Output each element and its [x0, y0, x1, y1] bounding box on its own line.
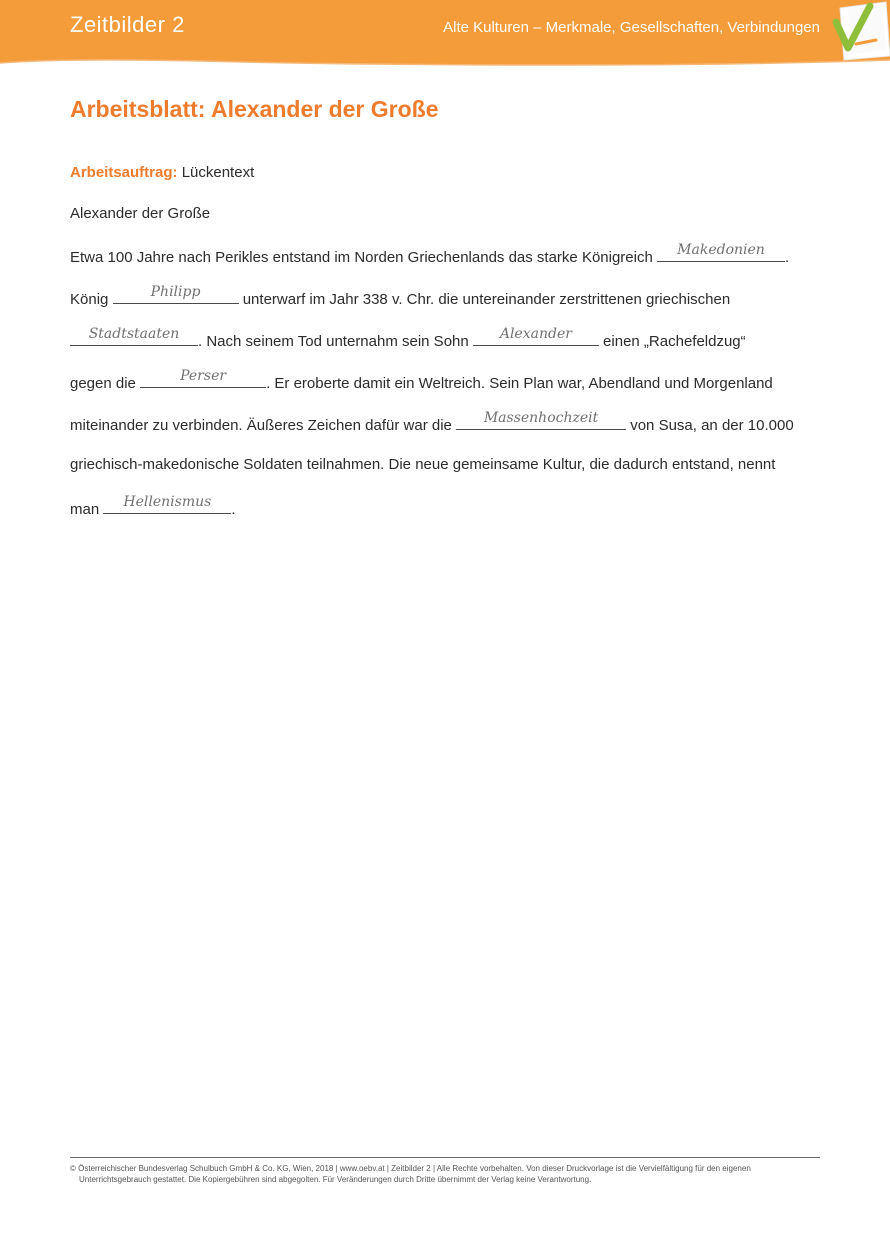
task-text: Lückentext — [181, 164, 255, 181]
text-fragment: miteinander zu verbinden. Äußeres Zeichen dafür war die — [70, 417, 457, 434]
text-fragment: einen „Rachefeldzug“ — [598, 333, 746, 350]
text-line-2 — [70, 284, 731, 310]
text-line-3 — [70, 326, 746, 352]
answer-blank-7[interactable] — [103, 494, 231, 514]
handwritten-answer: Massenhochzeit — [483, 410, 599, 426]
text-line-4 — [70, 368, 773, 394]
footer-divider — [70, 1157, 820, 1158]
handwritten-answer: Philipp — [150, 284, 201, 300]
answer-blank-2[interactable] — [113, 284, 239, 304]
text-fragment: . Nach seinem Tod unternahm sein Sohn — [198, 333, 473, 350]
handwritten-answer: Perser — [180, 368, 227, 384]
text-fragment: . — [231, 501, 236, 518]
text-fragment: . — [785, 249, 790, 266]
text-subheading: Alexander der Große — [70, 205, 211, 222]
text-line-7 — [70, 494, 236, 520]
checkmark-logo-icon — [826, 0, 890, 62]
handwritten-answer: Makedonien — [677, 242, 765, 258]
task-label: Arbeitsauftrag: — [70, 164, 178, 181]
header-wave-decoration — [0, 50, 890, 72]
handwritten-answer: Stadtstaaten — [88, 326, 180, 342]
answer-blank-3[interactable] — [70, 326, 198, 346]
text-fragment: man — [70, 501, 104, 518]
text-fragment: unterwarf im Jahr 338 v. Chr. die untereinander zerstrittenen griechischen — [238, 291, 731, 308]
text-line-1 — [70, 242, 790, 268]
answer-blank-4[interactable] — [473, 326, 599, 346]
text-fragment: von Susa, an der 10.000 — [626, 417, 794, 434]
task-instruction — [70, 164, 254, 181]
handwritten-answer: Alexander — [499, 326, 572, 342]
text-fragment: Etwa 100 Jahre nach Perikles entstand im Norden Griechenlands das starke Königreich — [70, 249, 657, 266]
header-subject: Alte Kulturen – Merkmale, Gesellschaften, Verbindungen — [443, 19, 820, 36]
handwritten-answer: Hellenismus — [123, 494, 212, 510]
footer-line-1: © Österreichischer Bundesverlag Schulbuch GmbH & Co. KG, Wien, 2018 | www.oebv.at | Zeitbilder 2 | Alle Rechte vorbehalten. Von dieser Druckvorlage ist die Vervielfältigung für den eigenen — [70, 1164, 751, 1173]
brand-title: Zeitbilder 2 — [70, 12, 185, 37]
answer-blank-1[interactable] — [657, 242, 785, 262]
answer-blank-5[interactable] — [140, 368, 266, 388]
footer-line-2: Unterrichtsgebrauch gestattet. Die Kopiergebühren sind abgegolten. Für Veränderungen durch Dritte übernimmt der Verlag keine Verantwortung. — [79, 1175, 592, 1184]
page-title: Arbeitsblatt: Alexander der Große — [70, 96, 439, 122]
answer-blank-6[interactable] — [456, 410, 626, 430]
text-line-6: griechisch-makedonische Soldaten teilnahmen. Die neue gemeinsame Kultur, die dadurch entstand, nennt — [70, 456, 776, 473]
text-fragment: gegen die — [70, 375, 141, 392]
footer-copyright — [70, 1163, 820, 1185]
text-fragment: . Er eroberte damit ein Weltreich. Sein Plan war, Abendland und Morgenland — [266, 375, 773, 392]
text-line-5 — [70, 410, 794, 436]
text-fragment: König — [70, 291, 113, 308]
